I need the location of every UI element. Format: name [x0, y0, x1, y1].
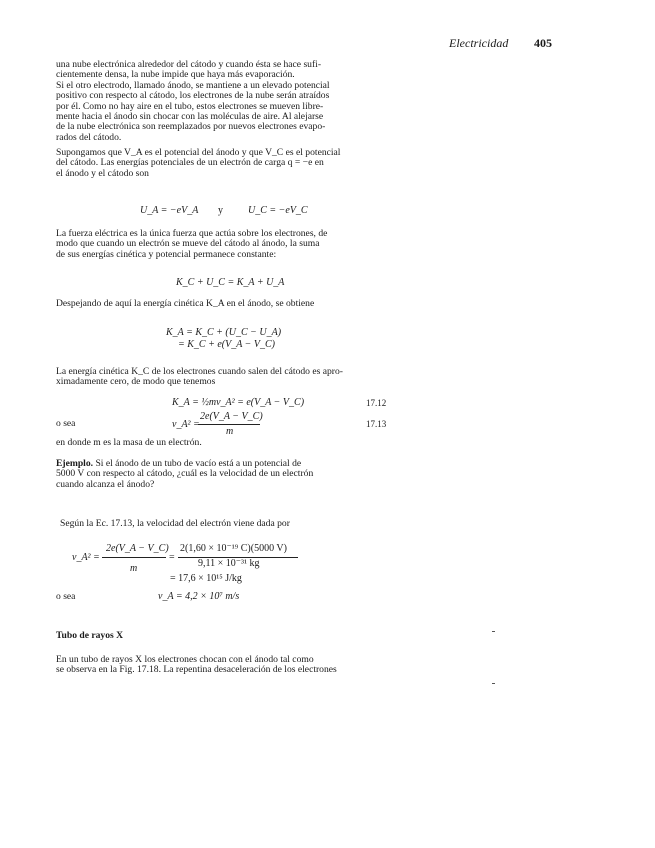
- example-label: Ejemplo.: [56, 459, 94, 469]
- equals-sign: =: [169, 552, 175, 563]
- text-line: ximadamente cero, de modo que tenemos: [56, 377, 216, 388]
- text-line: positivo con respecto al cátodo, los electrones de la nube serán atraídos: [56, 91, 330, 102]
- text-line: de la nube electrónica son reemplazados por nuevos electrones evapo-: [56, 122, 326, 133]
- text-line: por él. Como no hay aire en el tubo, estos electrones se mueven libre-: [56, 101, 324, 112]
- text-o-sea: o sea: [56, 418, 76, 429]
- text-line: se observa en la Fig. 17.18. La repentina desaceleración de los electrones: [56, 665, 337, 676]
- solution-lhs: v_A² =: [72, 552, 100, 563]
- text-line: [56, 459, 388, 469]
- running-title: Electricidad: [449, 36, 509, 50]
- fraction-numerator: 2e(V_A − V_C): [200, 411, 263, 422]
- text-line: rados del cátodo.: [56, 132, 122, 143]
- text-line: del cátodo. Las energías potenciales de un electrón de carga q = −e en: [56, 158, 324, 169]
- paragraph-energy-conservation: [56, 229, 388, 260]
- text-line: La fuerza eléctrica es la única fuerza que actúa sobre los electrones, de: [56, 229, 328, 239]
- equation-uc: U_C = −eV_C: [248, 205, 308, 216]
- scan-mark: [492, 631, 495, 632]
- equation-ua: U_A = −eV_A: [140, 205, 199, 216]
- equation-ka-line1: K_A = K_C + (U_C − U_A): [166, 327, 282, 338]
- section-title: Tubo de rayos X: [56, 630, 124, 641]
- text-line: En un tubo de rayos X los electrones chocan con el ánodo tal como: [56, 655, 314, 665]
- paragraph-intro: [56, 60, 388, 143]
- text-line: una nube electrónica alrededor del cátodo y cuando ésta se hace sufi-: [56, 60, 322, 70]
- fraction-denominator: m: [226, 426, 234, 437]
- text-line: mente hacia el ánodo sin chocar con las moléculas de aire. Al alejarse: [56, 112, 324, 123]
- text-line: el ánodo y el cátodo son: [56, 168, 149, 179]
- paragraph-kc-zero: [56, 367, 388, 388]
- equation-ka-line2: = K_C + e(V_A − V_C): [178, 339, 275, 350]
- example-text: Si el ánodo de un tubo de vacío está a un potencial de: [95, 459, 302, 469]
- text-line: La energía cinética K_C de los electrones cuando salen del cátodo es apro-: [56, 367, 343, 377]
- equation-17-12: K_A = ½mv_A² = e(V_A − V_C): [172, 397, 305, 408]
- paragraph-solve-ka: Despejando de aquí la energía cinética K_A en el ánodo, se obtiene: [56, 298, 315, 309]
- scan-mark: [492, 683, 495, 684]
- equation-energy-sum: K_C + U_C = K_A + U_A: [176, 277, 285, 288]
- equation-lhs: v_A² =: [172, 419, 200, 430]
- fraction-numerator: 2(1,60 × 10⁻¹⁹ C)(5000 V): [180, 543, 287, 554]
- fraction-denominator: 9,11 × 10⁻³¹ kg: [198, 558, 260, 569]
- paragraph-xray: [56, 655, 388, 676]
- text-line: 5000 V con respecto al cátodo, ¿cuál es la velocidad de un electrón: [56, 469, 314, 480]
- fraction-numerator: 2e(V_A − V_C): [106, 543, 169, 554]
- text-line: cuando alcanza el ánodo?: [56, 479, 155, 490]
- text-line: modo que cuando un electrón se mueve del cátodo al ánodo, la suma: [56, 239, 320, 250]
- text-line: Si el otro electrodo, llamado ánodo, se mantiene a un elevado potencial: [56, 80, 330, 91]
- fraction-bar: [102, 557, 166, 558]
- paragraph-potentials: [56, 148, 388, 179]
- solution-intro: Según la Ec. 17.13, la velocidad del electrón viene dada por: [60, 518, 290, 529]
- equation-number: 17.13: [366, 419, 387, 429]
- solution-result-energy: = 17,6 × 10¹⁵ J/kg: [170, 573, 242, 584]
- solution-result-velocity: v_A = 4,2 × 10⁷ m/s: [158, 591, 240, 602]
- example-block: [56, 459, 388, 490]
- text-line: de sus energías cinética y potencial permanece constante:: [56, 249, 277, 260]
- text-line: cientemente densa, la nube impide que haya más evaporación.: [56, 70, 295, 81]
- text-o-sea: o sea: [56, 591, 76, 602]
- equation-conjunction: y: [218, 205, 223, 216]
- text-line: Supongamos que V_A es el potencial del ánodo y que V_C es el potencial: [56, 148, 341, 158]
- page-number: 405: [534, 36, 552, 50]
- fraction-bar: [198, 424, 260, 425]
- equation-number: 17.12: [366, 398, 387, 408]
- fraction-denominator: m: [130, 563, 138, 574]
- paragraph-mass-definition: en donde m es la masa de un electrón.: [56, 437, 202, 448]
